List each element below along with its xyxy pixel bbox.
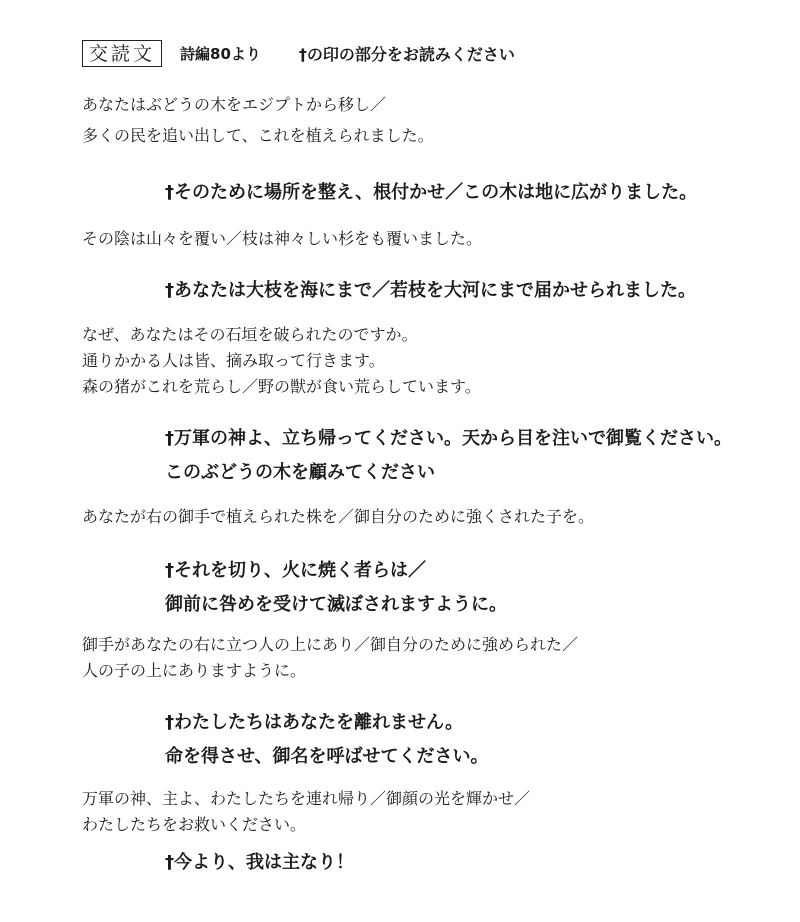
- congregation-response-line: †それを切り、火に焼く者らは／: [165, 560, 426, 581]
- leader-line: 御手があなたの右に立つ人の上にあり／御自分のために強められた／: [82, 635, 579, 654]
- leader-line: その陰は山々を覆い／枝は神々しい杉をも覆いました。: [82, 229, 483, 248]
- congregation-response-line: 命を得させ、御名を呼ばせてください。: [165, 746, 489, 767]
- leader-line: あなたはぶどうの木をエジプトから移し／: [82, 95, 387, 114]
- congregation-response-line: †そのために場所を整え、根付かせ／この木は地に広がりました。: [165, 182, 698, 203]
- reading-instruction: †の印の部分をお読みください: [298, 44, 515, 64]
- leader-line: わたしたちをお救いください。: [82, 815, 307, 834]
- leader-line: 人の子の上にありますように。: [82, 661, 307, 680]
- leader-line: 万軍の神、主よ、わたしたちを連れ帰り／御顔の光を輝かせ／: [82, 789, 531, 808]
- congregation-response-line: 御前に咎めを受けて滅ぼされますように。: [165, 594, 507, 615]
- congregation-response-line: このぶどうの木を顧みてください: [165, 462, 435, 483]
- leader-line: なぜ、あなたはその石垣を破られたのですか。: [82, 325, 418, 344]
- congregation-response-line: †今より、我は主なり！: [165, 852, 354, 873]
- congregation-response-line: †わたしたちはあなたを離れません。: [165, 712, 464, 733]
- responsive-reading-title: 交読文: [82, 40, 162, 67]
- leader-line: 通りかかる人は皆、摘み取って行きます。: [82, 351, 385, 370]
- congregation-response-line: †あなたは大枝を海にまで／若枝を大河にまで届かせられました。: [165, 280, 696, 301]
- psalm-reference: 詩編80より: [180, 44, 261, 63]
- leader-line: 多くの民を追い出して、これを植えられました。: [82, 126, 434, 145]
- reading-header: [82, 38, 515, 68]
- leader-line: あなたが右の御手で植えられた株を／御自分のために強くされた子を。: [82, 507, 595, 526]
- leader-line: 森の猪がこれを荒らし／野の獣が食い荒らしています。: [82, 377, 481, 396]
- congregation-response-line: †万軍の神よ、立ち帰ってください。天から目を注いで御覧ください。: [165, 428, 732, 449]
